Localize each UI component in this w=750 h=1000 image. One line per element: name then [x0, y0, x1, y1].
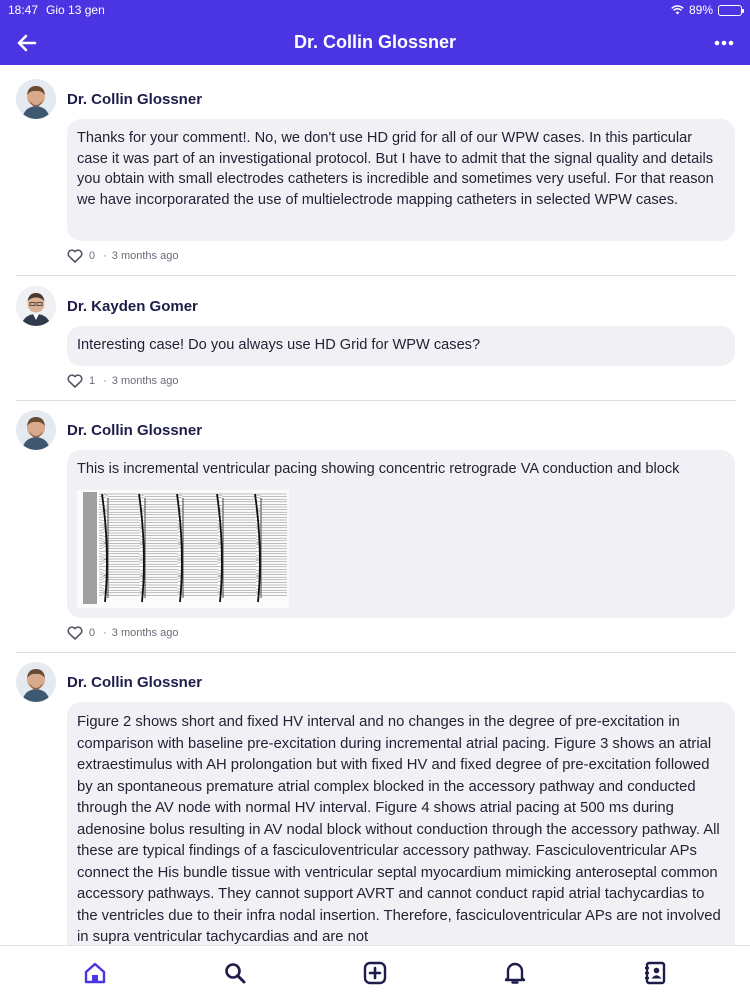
comment-author[interactable]: Dr. Collin Glossner: [67, 674, 203, 691]
comment-time: 3 months ago: [111, 250, 179, 262]
tab-notifications[interactable]: [500, 958, 530, 988]
back-button[interactable]: [14, 30, 40, 56]
like-count: 0: [89, 250, 96, 262]
status-time: 18:47: [8, 3, 39, 17]
comment-author[interactable]: Dr. Collin Glossner: [67, 422, 203, 439]
comment-feed[interactable]: [0, 65, 750, 945]
comment-text: Interesting case! Do you always use HD Grid for WPW cases?: [67, 326, 735, 366]
comment-author[interactable]: Dr. Kayden Gomer: [67, 298, 198, 315]
comment-item: [16, 276, 736, 401]
separator-dot: ·: [103, 627, 107, 639]
comment-text: Figure 2 shows short and fixed HV interval and no changes in the degree of pre-excitation in comparison with baseline pre-excitation during incremental atrial pacing. Figure 3 shows an atrial extraestimulus with AH prolongation but with fixed HV and fixed degree of pre-excitation followed by an spontaneous premature atrial complex blocked in the accessory pathway and conducted through the AV node with normal HV interval. Figure 4 shows atrial pacing at 500 ms during adenosine bolus resulting in AV nodal block without conduction through the accessory pathway. All these are typical findings of a fasciculoventricular accessory pathway. Fasciculoventricular APs connect the His bundle tissue with ventricular septal myocardium mimicking anteroseptal common accessory pathways. They cannot support AVRT and cannot conduct rapid atrial tachycardias to the ventricles due to their infra nodal insertion. Therefore, fasciculoventricular APs are not involved in supra ventricular tachycardias and are not: [67, 702, 735, 945]
add-icon: [363, 961, 387, 985]
comment-meta: [67, 374, 178, 388]
tab-home[interactable]: [80, 958, 110, 988]
navigation-bar: [0, 20, 750, 65]
more-dots-icon: [714, 40, 734, 46]
avatar[interactable]: [16, 662, 56, 702]
avatar[interactable]: [16, 286, 56, 326]
page-title: Dr. Collin Glossner: [293, 32, 457, 52]
battery-icon: [718, 5, 742, 16]
separator-dot: ·: [103, 250, 107, 262]
comment-item: [16, 653, 736, 945]
battery-percent: 89%: [688, 3, 713, 17]
comment-time: 3 months ago: [111, 627, 179, 639]
tab-add[interactable]: [360, 958, 390, 988]
ekg-tracing-image[interactable]: [77, 490, 289, 608]
comment-item: [16, 65, 736, 276]
comment-item: [16, 401, 736, 653]
heart-icon[interactable]: [67, 249, 83, 263]
like-count: 0: [89, 627, 96, 639]
separator-dot: ·: [103, 375, 107, 387]
search-icon: [224, 962, 246, 984]
contacts-icon: [644, 961, 666, 985]
bottom-tab-bar: [0, 945, 750, 1000]
wifi-icon: [671, 5, 684, 15]
comment-text: Thanks for your comment!. No, we don't use HD grid for all of our WPW cases. In this particular case it was part of an investigational protocol. But I have to admit that the signal quality and details you obtain with small electrodes catheters is incredible and sometimes very useful. For that reason we have incorporarated the use of multielectrode mapping catheters in selected WPW cases.: [67, 119, 735, 241]
comment-text: This is incremental ventricular pacing showing concentric retrograde VA conduction and block: [77, 461, 680, 477]
tab-contacts[interactable]: [640, 958, 670, 988]
home-icon: [83, 962, 107, 984]
status-bar: [0, 0, 750, 20]
comment-time: 3 months ago: [111, 375, 179, 387]
comment-meta: [67, 249, 178, 263]
arrow-left-icon: [17, 34, 37, 52]
comment-meta: [67, 626, 178, 640]
bell-icon: [504, 961, 526, 985]
comment-author[interactable]: Dr. Collin Glossner: [67, 91, 203, 108]
heart-icon[interactable]: [67, 374, 83, 388]
avatar[interactable]: [16, 410, 56, 450]
like-count: 1: [89, 375, 96, 387]
more-options-button[interactable]: [710, 30, 738, 56]
avatar[interactable]: [16, 79, 56, 119]
comment-bubble: [67, 450, 735, 618]
heart-icon[interactable]: [67, 626, 83, 640]
tab-search[interactable]: [220, 958, 250, 988]
status-date: Gio 13 gen: [46, 3, 105, 17]
